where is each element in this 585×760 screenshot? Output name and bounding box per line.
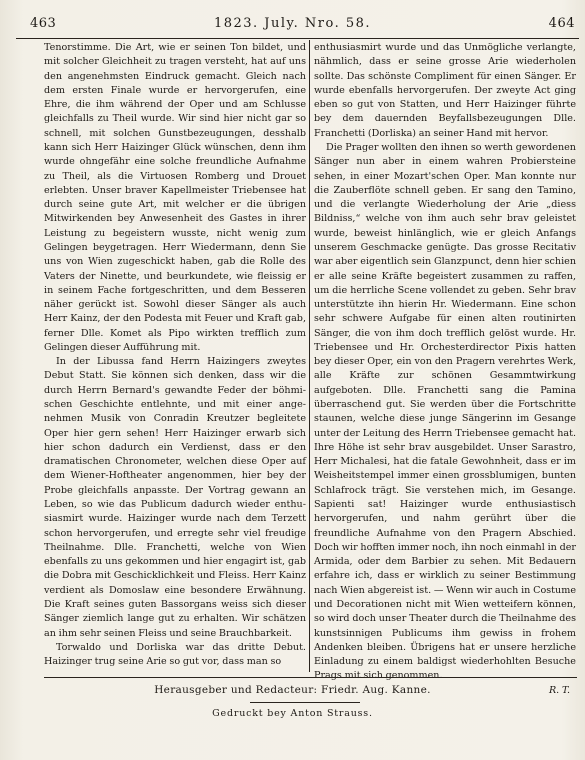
page-number-left: 463 [30,16,57,31]
printer-line: Gedruckt bey Anton Strauss. [212,708,373,719]
author-signature: R. T. [548,684,570,696]
editor-rule [250,702,360,703]
page-number-right: 464 [548,16,575,31]
paragraph: Torwaldo und Dorliska war das dritte Debut. Haizinger trug seine Arie so gut vor, dass man so [44,641,306,668]
page-header [8,16,577,36]
right-column [314,41,576,698]
paragraph: In der Libussa fand Herrn Haizingers zweytes Debut Statt. Sie können sich denken, dass wir die durch Herrn Bernard's gewandte Feder der böhmischen Geschichte entlehnte, und mit einer angenehmen Musik von Conradin Kreutzer begleitete Oper hier gern sehen! Herr Haizinger erwarb sich hier schon dadurch ein Verdienst, dass er den dramatischen Chronometer, welchen diese Oper auf dem Wiener-Hoftheater angenommen, hier bey der Probe gleichfalls anpasste. Der Vortrag gewann an Leben, so wie das Publicum dadurch wieder enthusiasmirt wurde. Haizinger wurde nach dem Terzett schon hervorgerufen, und erregte sehr viel freudige Theilnahme. Dlle. Franchetti, welche von Wien ebenfalls zu uns gekommen und hier engagirt ist, gab die Dobra mit Geschicklichkeit und Fleiss. Herr Kainz verdient als Domoslaw eine besondere Erwähnung. Die Kraft seines guten Bassorgans weiss sich dieser Sänger ziemlich lange gut zu erhalten. Wir schätzen an ihm sehr seinen Fleiss und seine Brauchbarkeit. [44,356,306,639]
footer-rule [44,677,577,678]
editor-line: Herausgeber und Redacteur: Friedr. Aug. Kanne. [154,684,431,696]
paragraph: Tenorstimme. Die Art, wie er seinen Ton bildet, und mit solcher Gleichheit zu tragen versteht, hat auf uns den angenehmsten Eindruck gemacht. Gleich nach dem ersten Finale wurde er hervorgerufen, eine Ehre, die ihm während der Oper und am Schlusse gleichfalls zu Theil wurde. Wir sind hier nicht gar so schnell, mit solchen Gunstbezeugungen, desshalb kann sich Herr Haizinger Glück wünschen, denn ihm wurde ohngefähr eine solche freundliche Aufnahme zu Theil, als die Virtuosen Romberg und Drouet erlebten. Unser braver Kapellmeister Triebensee hat durch seine gute Art, mit welcher er die übrigen Mitwirkenden bey Anwesenheit des Gastes in ihrer Leistung zu begeistern wusste, nicht wenig zum Gelingen beygetragen. Herr Wiedermann, denn Sie uns von Wien zugeschickt haben, gab die Rolle des Vaters der Ninette, und beurkundete, wie fleissig er in seinem Fache fortgeschritten, und dem Besseren näher gerückt ist. Sowohl dieser Sänger als auch Herr Kainz, der den Podesta mit Feuer und Kraft gab, ferner Dlle. Komet als Pipo wirkten trefflich zum Gelingen dieser Aufführung mit. [44,42,306,353]
left-column [44,41,306,669]
issue-title: 1823. July. Nro. 58. [213,16,372,31]
paragraph: Die Prager wollten den ihnen so werth gewordenen Sänger nun aber in einem wahren Probiersteine sehen, in einer Mozart'schen Oper. Man konnte nur die Zauberflöte schnell geben. Er sang den Tamino, und die verlangte Wiederholung der Arie „diess Bildniss,“ welche von ihm auch sehr brav geleistet wurde, beweist hinlänglich, wie er gleich Anfangs unserem Geschmacke genügte. Das grosse Recitativ war aber eigentlich sein Glanzpunct, denn hier schien er alle seine Kräfte begeistert zusammen zu raffen, um die herrliche Scene vollendet zu geben. Sehr brav unterstützte ihn hierin Hr. Wiedermann. Eine schon sehr schwere Aufgabe für einen alten routinirten Sänger, die von ihm doch trefflich gelöst wurde. Hr. Triebensee und Hr. Orchesterdirector Pixis hatten bey dieser Oper, ein von den Pragern verehrtes Werk, alle Kräfte zur schönen Gesammtwirkung aufgeboten. Dlle. Franchetti sang die Pamina überraschend gut. Sie werden über die Fortschritte staunen, welche diese junge Sängerinn im Gesange unter der Leitung des Herrn Triebensee gemacht hat. Ihre Höhe ist sehr brav ausgebildet. Unser Sarastro, Herr Michalesi, hat die fatale Gewohnheit, dass er im Weisheitstempel immer einen grossblumigen, bunten Schlafrock trägt. Sie verstehen mich, im Gesange. Sapienti sat! Haizinger wurde enthusiastisch hervorgerufen, und nahm gerührt über die freundliche Aufnahme von den Pragern Abschied. Doch wir hofften immer noch, ihn noch einmahl in der Armida, oder dem Barbier zu sehen. Mit Bedauern erfahre ich, dass er wirklich zu seiner Bestimmung nach Wien abgereist ist. — Wenn wir auch in Costume und Decorationen nicht mit Wien wetteifern können, so wird doch unser Theater durch die Theilnahme des kunstsinnigen Publicums ihm gewiss in frohem Andenken bleiben. Übrigens hat er unsere herzliche Einladung zu einem baldigst wiederhohlten Besuche Prags mit sich genommen. [314,141,576,682]
paragraph: enthusiasmirt wurde und das Unmögliche verlangte, nähmlich, dass er seine grosse Arie wiederholen sollte. Das schönste Compliment für einen Sänger. Er wurde ebenfalls hervorgerufen. Der zweyte Act ging eben so gut von Statten, und Herr Haizinger führte bey dem dauernden Beyfallsbezeugungen Dlle. Franchetti (Dorliska) an seiner Hand mit hervor. [314,42,576,139]
header-rule [16,38,579,39]
column-divider [309,40,310,672]
